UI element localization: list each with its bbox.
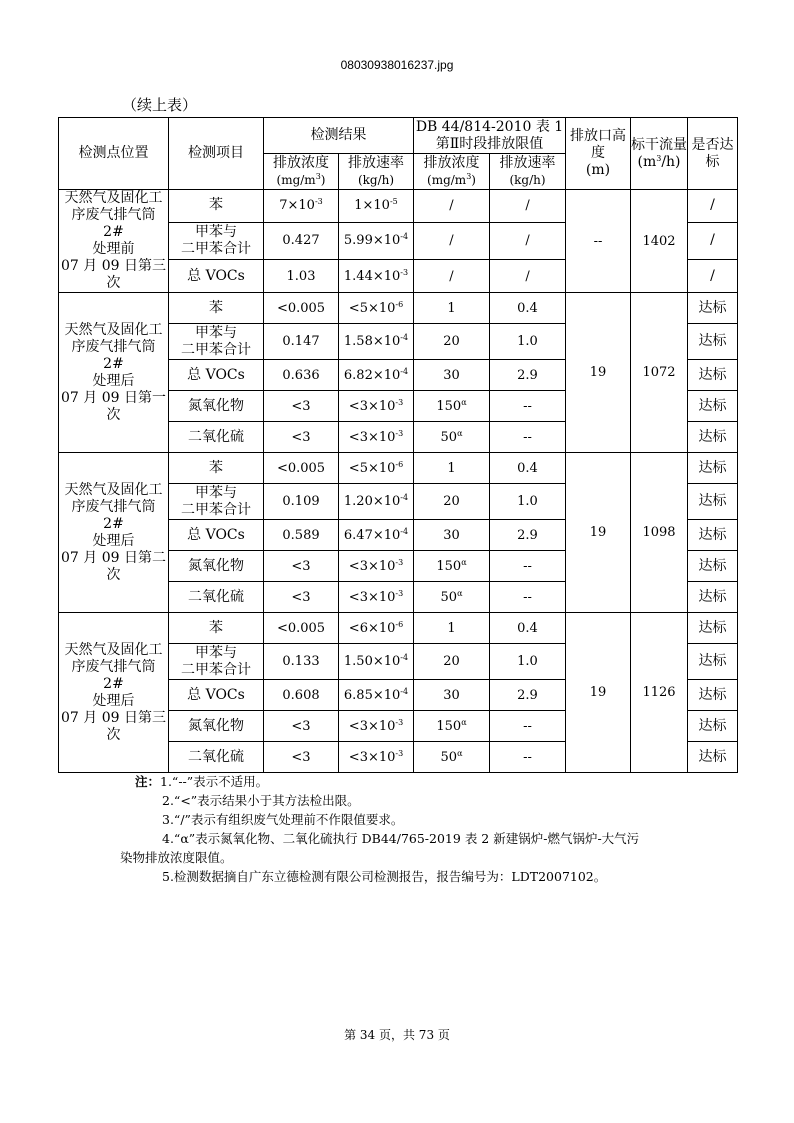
- rate-cell: $1.58\times 10^{-4}$: [339, 324, 414, 360]
- conc-cell: <3: [264, 711, 339, 742]
- header-result: 检测结果: [264, 118, 414, 154]
- header-flow-label: 标干流量: [631, 136, 688, 153]
- limit-conc-cell: 30: [414, 680, 490, 711]
- header-height-unit: (m): [585, 162, 611, 178]
- item-line: 二氧化硫: [188, 748, 244, 765]
- emission-table: [58, 117, 738, 773]
- rate-cell: $<3\times 10^{-3}$: [339, 551, 414, 582]
- item-line: 二甲苯合计: [181, 341, 251, 358]
- limit-conc-cell: 1: [414, 613, 490, 644]
- location-line: 序废气排气筒 2#: [71, 338, 156, 372]
- item-cell: [169, 222, 264, 260]
- item-line: 氮氧化物: [188, 717, 244, 734]
- height-cell: 19: [566, 613, 631, 773]
- header-flow: [631, 118, 688, 190]
- location-line: 天然气及固化工: [64, 190, 163, 206]
- continued-label: （续上表）: [122, 96, 198, 114]
- rate-cell: $<5\times 10^{-6}$: [339, 453, 414, 484]
- item-cell: [169, 711, 264, 742]
- item-line: 总 VOCs: [187, 267, 245, 284]
- rate-cell: $<3\times 10^{-3}$: [339, 391, 414, 422]
- item-cell: [169, 293, 264, 324]
- limit-conc-cell: $150^\alpha$: [414, 711, 490, 742]
- limit-conc-cell: /: [414, 190, 490, 223]
- rate-cell: $<3\times 10^{-3}$: [339, 742, 414, 773]
- item-line: 苯: [209, 619, 223, 636]
- limit-rate-cell: 0.4: [490, 293, 566, 324]
- item-line: 二甲苯合计: [181, 240, 251, 257]
- conc-cell: 0.147: [264, 324, 339, 360]
- pass-cell: 达标: [688, 422, 738, 453]
- conc-cell: <3: [264, 391, 339, 422]
- rate-cell: $<3\times 10^{-3}$: [339, 422, 414, 453]
- table-row: [59, 293, 738, 324]
- note-5: 5.检测数据摘自广东立德检测有限公司检测报告，报告编号为：LDT2007102。: [162, 869, 607, 884]
- conc-cell: 0.427: [264, 222, 339, 260]
- limit-conc-cell: /: [414, 222, 490, 260]
- location-line: 序废气排气筒 2#: [71, 498, 156, 532]
- table-row: [59, 613, 738, 644]
- item-line: 苯: [209, 299, 223, 316]
- header-limit: DB 44/814-2010 表 1 第Ⅱ时段排放限值: [414, 118, 566, 154]
- header-row-1: [59, 118, 738, 154]
- limit-rate-cell: --: [490, 711, 566, 742]
- header-rate-unit: (kg/h): [357, 172, 395, 187]
- item-line: 苯: [209, 197, 223, 214]
- pass-cell: 达标: [688, 644, 738, 680]
- item-cell: [169, 422, 264, 453]
- note-4-cont: 染物排放浓度限值。: [120, 850, 233, 865]
- limit-conc-cell: $50^\alpha$: [414, 742, 490, 773]
- conc-cell: <3: [264, 551, 339, 582]
- conc-cell: <3: [264, 422, 339, 453]
- height-cell: 19: [566, 293, 631, 453]
- image-filename: 08030938016237.jpg: [340, 58, 454, 72]
- rate-cell: $1.50\times 10^{-4}$: [339, 644, 414, 680]
- pass-cell: 达标: [688, 324, 738, 360]
- pass-cell: 达标: [688, 293, 738, 324]
- header-conc: 排放浓度 $(mg/m^3)$: [264, 154, 339, 190]
- location-line: 处理前: [92, 241, 135, 257]
- header-limit-rate-unit: (kg/h): [509, 172, 546, 187]
- pass-cell: 达标: [688, 551, 738, 582]
- location-cell: [59, 190, 169, 293]
- table-body: [59, 118, 738, 773]
- location-line: 处理后: [92, 532, 135, 549]
- rate-cell: $1.20\times 10^{-4}$: [339, 484, 414, 520]
- item-line: 苯: [209, 459, 223, 476]
- note-1: 注：1.“--”表示不适用。: [120, 772, 680, 791]
- item-cell: [169, 613, 264, 644]
- header-limit-rate: 排放速率 (kg/h): [490, 154, 566, 190]
- flow-cell: 1072: [631, 293, 688, 453]
- header-item: 检测项目: [169, 118, 264, 190]
- item-line: 二甲苯合计: [181, 661, 251, 678]
- conc-cell: 0.109: [264, 484, 339, 520]
- height-cell: 19: [566, 453, 631, 613]
- pass-cell: 达标: [688, 711, 738, 742]
- table-row: [59, 453, 738, 484]
- flow-cell: 1126: [631, 613, 688, 773]
- limit-rate-cell: --: [490, 551, 566, 582]
- conc-cell: $7\times 10^{-3}$: [264, 190, 339, 223]
- conc-cell: <0.005: [264, 613, 339, 644]
- limit-rate-cell: --: [490, 582, 566, 613]
- rate-cell: $1.44\times 10^{-3}$: [339, 260, 414, 293]
- location-line: 天然气及固化工: [64, 481, 163, 498]
- note-3: 3.“/”表示有组织废气处理前不作限值要求。: [162, 812, 404, 827]
- item-line: 甲苯与: [195, 484, 237, 501]
- limit-rate-cell: /: [490, 260, 566, 293]
- item-cell: [169, 190, 264, 223]
- header-limit-conc-unit: $(mg/m^3)$: [427, 171, 476, 187]
- page-footer: 第 34 页，共 73 页: [344, 1028, 450, 1042]
- location-line: 07 月 09 日第一次: [61, 389, 166, 423]
- note-2: 2.“<”表示结果小于其方法检出限。: [162, 793, 360, 808]
- limit-conc-cell: $50^\alpha$: [414, 582, 490, 613]
- conc-cell: 1.03: [264, 260, 339, 293]
- rate-cell: $<6\times 10^{-6}$: [339, 613, 414, 644]
- flow-cell: 1098: [631, 453, 688, 613]
- limit-rate-cell: 0.4: [490, 613, 566, 644]
- pass-cell: /: [688, 190, 738, 223]
- pass-cell: 达标: [688, 520, 738, 551]
- location-line: 07 月 09 日第三次: [61, 258, 166, 291]
- limit-conc-cell: $150^\alpha$: [414, 391, 490, 422]
- limit-rate-cell: /: [490, 190, 566, 223]
- limit-conc-cell: $150^\alpha$: [414, 551, 490, 582]
- header-height-label: 排放口高度: [570, 128, 627, 161]
- limit-conc-cell: 30: [414, 360, 490, 391]
- pass-cell: 达标: [688, 613, 738, 644]
- pass-cell: 达标: [688, 582, 738, 613]
- limit-conc-cell: 1: [414, 293, 490, 324]
- table-row: [59, 190, 738, 223]
- location-line: 天然气及固化工: [64, 641, 163, 658]
- conc-cell: 0.608: [264, 680, 339, 711]
- pass-cell: 达标: [688, 680, 738, 711]
- rate-cell: $1\times 10^{-5}$: [339, 190, 414, 223]
- item-cell: [169, 644, 264, 680]
- header-rate: 排放速率 (kg/h): [339, 154, 414, 190]
- item-cell: [169, 453, 264, 484]
- item-line: 总 VOCs: [187, 526, 245, 543]
- conc-cell: <0.005: [264, 293, 339, 324]
- item-cell: [169, 484, 264, 520]
- flow-cell: 1402: [631, 190, 688, 293]
- item-line: 总 VOCs: [187, 366, 245, 383]
- rate-cell: $6.85\times 10^{-4}$: [339, 680, 414, 711]
- conc-cell: <0.005: [264, 453, 339, 484]
- conc-cell: 0.133: [264, 644, 339, 680]
- header-conc-unit: $(mg/m^3)$: [276, 171, 326, 187]
- rate-cell: $6.47\times 10^{-4}$: [339, 520, 414, 551]
- conc-cell: <3: [264, 742, 339, 773]
- location-cell: [59, 293, 169, 453]
- conc-cell: 0.589: [264, 520, 339, 551]
- rate-cell: $<5\times 10^{-6}$: [339, 293, 414, 324]
- pass-cell: 达标: [688, 391, 738, 422]
- item-line: 甲苯与: [195, 223, 237, 240]
- conc-cell: 0.636: [264, 360, 339, 391]
- item-line: 二氧化硫: [188, 588, 244, 605]
- notes: [120, 772, 680, 886]
- limit-conc-cell: 30: [414, 520, 490, 551]
- rate-cell: $6.82\times 10^{-4}$: [339, 360, 414, 391]
- item-cell: [169, 582, 264, 613]
- limit-rate-cell: --: [490, 422, 566, 453]
- pass-cell: /: [688, 222, 738, 260]
- location-cell: [59, 613, 169, 773]
- item-cell: [169, 391, 264, 422]
- header-pass: 是否达标: [688, 118, 738, 190]
- height-cell: --: [566, 190, 631, 293]
- item-line: 二甲苯合计: [181, 501, 251, 518]
- header-flow-unit: $(m^3/h)$: [637, 153, 681, 170]
- location-line: 序废气排气筒 2#: [71, 207, 156, 240]
- location-line: 处理后: [92, 692, 135, 709]
- pass-cell: 达标: [688, 742, 738, 773]
- limit-conc-cell: 1: [414, 453, 490, 484]
- location-line: 07 月 09 日第二次: [61, 549, 166, 583]
- item-cell: [169, 551, 264, 582]
- pass-cell: 达标: [688, 360, 738, 391]
- limit-conc-cell: 20: [414, 644, 490, 680]
- item-cell: [169, 360, 264, 391]
- item-line: 总 VOCs: [187, 686, 245, 703]
- location-line: 07 月 09 日第三次: [61, 709, 166, 743]
- header-height: [566, 118, 631, 190]
- notes-lead: 注：: [134, 774, 160, 789]
- rate-cell: $<3\times 10^{-3}$: [339, 582, 414, 613]
- pass-cell: /: [688, 260, 738, 293]
- item-line: 氮氧化物: [188, 397, 244, 414]
- pass-cell: 达标: [688, 484, 738, 520]
- limit-rate-cell: 1.0: [490, 324, 566, 360]
- conc-cell: <3: [264, 582, 339, 613]
- limit-rate-cell: 1.0: [490, 644, 566, 680]
- note-4: 4.“α”表示氮氧化物、二氧化硫执行 DB44/765-2019 表 2 新建锅炉-燃气锅炉-大气污: [162, 831, 640, 846]
- limit-rate-cell: /: [490, 222, 566, 260]
- location-line: 序废气排气筒 2#: [71, 658, 156, 692]
- limit-conc-cell: /: [414, 260, 490, 293]
- header-limit-conc: 排放浓度 $(mg/m^3)$: [414, 154, 490, 190]
- item-cell: [169, 520, 264, 551]
- limit-rate-cell: 2.9: [490, 680, 566, 711]
- limit-conc-cell: $50^\alpha$: [414, 422, 490, 453]
- limit-conc-cell: 20: [414, 484, 490, 520]
- item-cell: [169, 324, 264, 360]
- pass-cell: 达标: [688, 453, 738, 484]
- item-cell: [169, 260, 264, 293]
- rate-cell: $<3\times 10^{-3}$: [339, 711, 414, 742]
- item-cell: [169, 680, 264, 711]
- item-line: 甲苯与: [195, 644, 237, 661]
- limit-rate-cell: 0.4: [490, 453, 566, 484]
- item-line: 甲苯与: [195, 324, 237, 341]
- location-line: 天然气及固化工: [64, 321, 163, 338]
- item-cell: [169, 742, 264, 773]
- limit-rate-cell: --: [490, 391, 566, 422]
- header-location: 检测点位置: [59, 118, 169, 190]
- limit-rate-cell: 1.0: [490, 484, 566, 520]
- item-line: 氮氧化物: [188, 557, 244, 574]
- rate-cell: $5.99\times 10^{-4}$: [339, 222, 414, 260]
- item-line: 二氧化硫: [188, 428, 244, 445]
- limit-rate-cell: 2.9: [490, 360, 566, 391]
- limit-rate-cell: 2.9: [490, 520, 566, 551]
- location-line: 处理后: [92, 372, 135, 389]
- location-cell: [59, 453, 169, 613]
- limit-conc-cell: 20: [414, 324, 490, 360]
- limit-rate-cell: --: [490, 742, 566, 773]
